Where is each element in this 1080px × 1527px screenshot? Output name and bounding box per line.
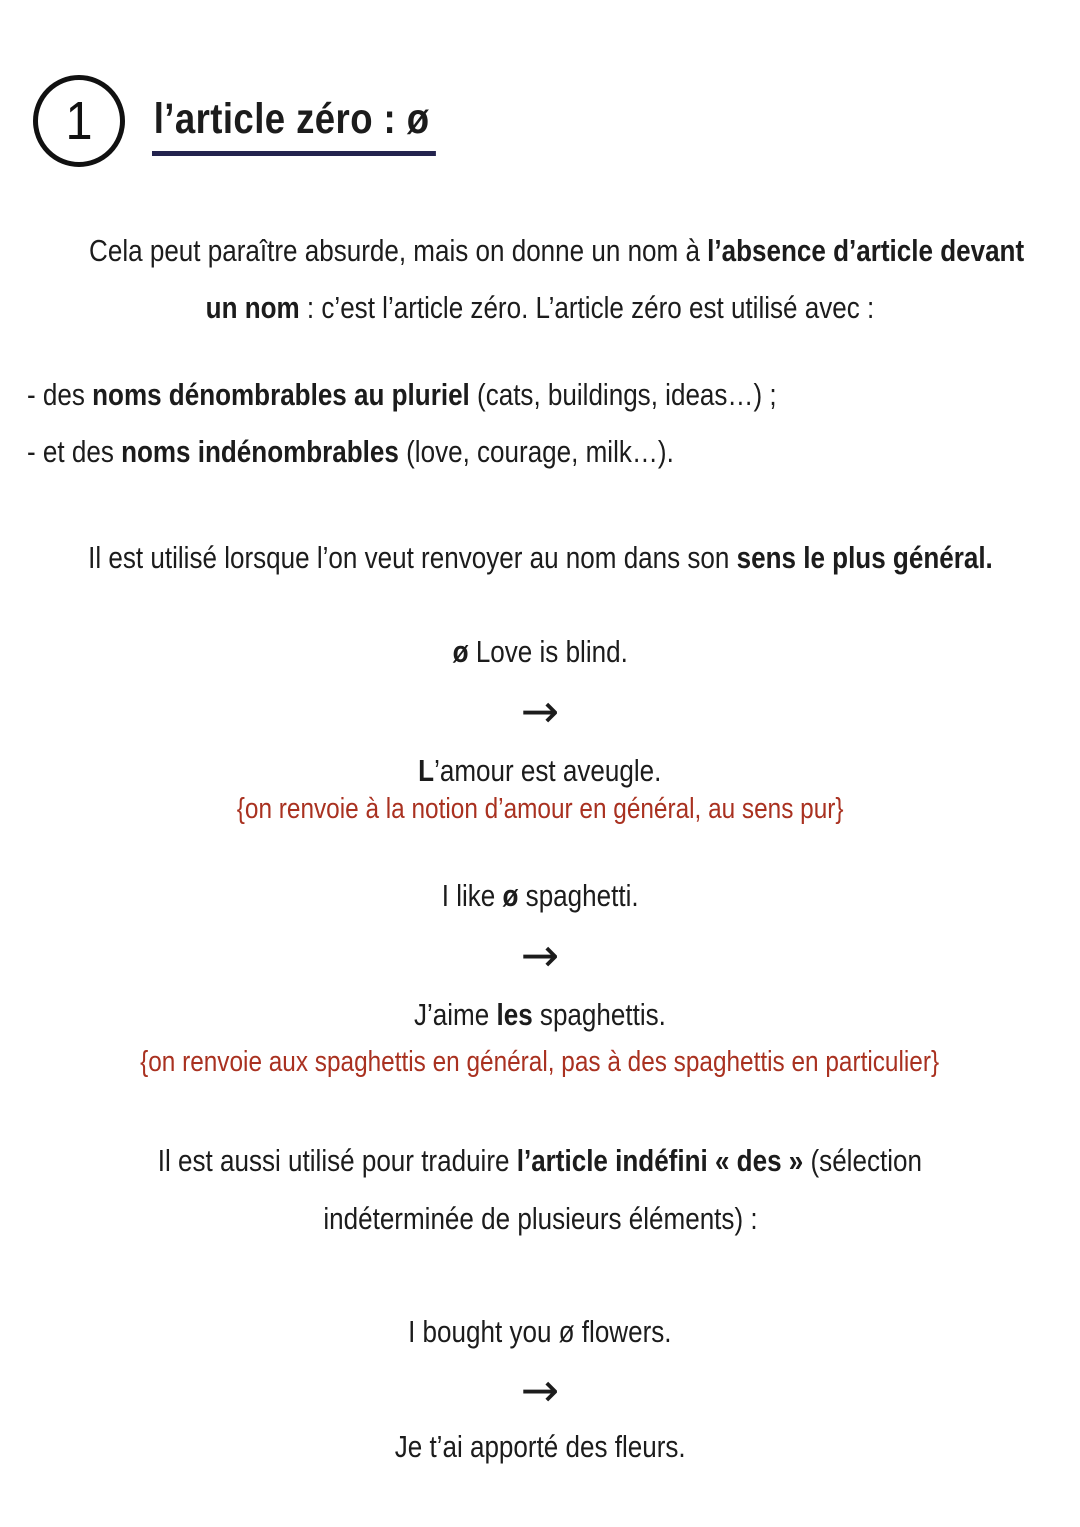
bullet2-bold: noms indénombrables [121,434,399,469]
section-number: 1 [65,91,93,151]
usage2-post: (sélection [803,1143,923,1178]
example1-french [0,752,1080,791]
example2-zero-article: ø [502,878,519,913]
arrow-right-icon [0,1363,1080,1417]
bullet2-post: (love, courage, milk…). [398,434,674,469]
usage2-pre: Il est aussi utilisé pour traduire [157,1143,517,1178]
bullet1-post: (cats, buildings, ideas…) ; [469,377,777,412]
intro-line-1 [0,232,1080,271]
example2-fr-bold: les [496,997,533,1032]
example2-annotation: {on renvoie aux spaghettis en général, pas à des spaghettis en particulier} [140,1046,940,1078]
example3-english: I bought you ø flowers. [408,1314,672,1349]
example1-zero-article: ø [452,634,469,669]
usage1-pre: Il est utilisé lorsque l’on veut renvoyer au nom dans son [87,540,737,575]
bullet-countable-nouns [27,376,919,415]
example1-fr-bold: L [418,753,435,788]
usage-general-sense [0,539,1080,578]
usage2-bold: l’article indéfini « des » [516,1143,804,1178]
arrow-right-icon [0,928,1080,982]
bullet2-pre: - et des [27,434,122,469]
arrow-glyph: → [520,1363,560,1417]
page-title [152,95,486,156]
example2-en-pre: I like [441,878,503,913]
example1-annotation: {on renvoie à la notion d’amour en général, au sens pur} [236,793,844,825]
example1-en-text: Love is blind. [468,634,628,669]
example3-french: Je t’ai apporté des fleurs. [394,1429,686,1464]
bullet-uncountable-nouns [27,433,797,472]
intro-line2-text: : c’est l’article zéro. L’article zéro est utilisé avec : [299,290,875,325]
example2-fr-pre: J’aime [414,997,497,1032]
example2-fr-post: spaghettis. [532,997,666,1032]
usage-indefinite-des-line2: indéterminée de plusieurs éléments) : [322,1201,758,1236]
intro-line2-bold: un nom [205,290,300,325]
example1-fr-text: ’amour est aveugle. [434,753,662,788]
page-title-text: l’article zéro : ø [152,98,436,156]
example2-english [0,877,1080,916]
example2-en-post: spaghetti. [518,878,639,913]
usage-indefinite-des-line1 [0,1142,1080,1181]
usage1-bold: sens le plus général. [736,540,993,575]
intro-line-2 [0,289,1080,328]
bullet1-pre: - des [27,377,93,412]
example2-french [0,996,1080,1035]
intro-line1-bold: l’absence d’article devant [707,233,1025,268]
arrow-right-icon [0,684,1080,738]
intro-line1-text: Cela peut paraître absurde, mais on donne un nom à [89,233,708,268]
example1-english [0,633,1080,672]
arrow-glyph: → [520,684,560,738]
bullet1-bold: noms dénombrables au pluriel [92,377,470,412]
arrow-glyph: → [520,928,560,982]
section-number-badge [33,75,125,167]
